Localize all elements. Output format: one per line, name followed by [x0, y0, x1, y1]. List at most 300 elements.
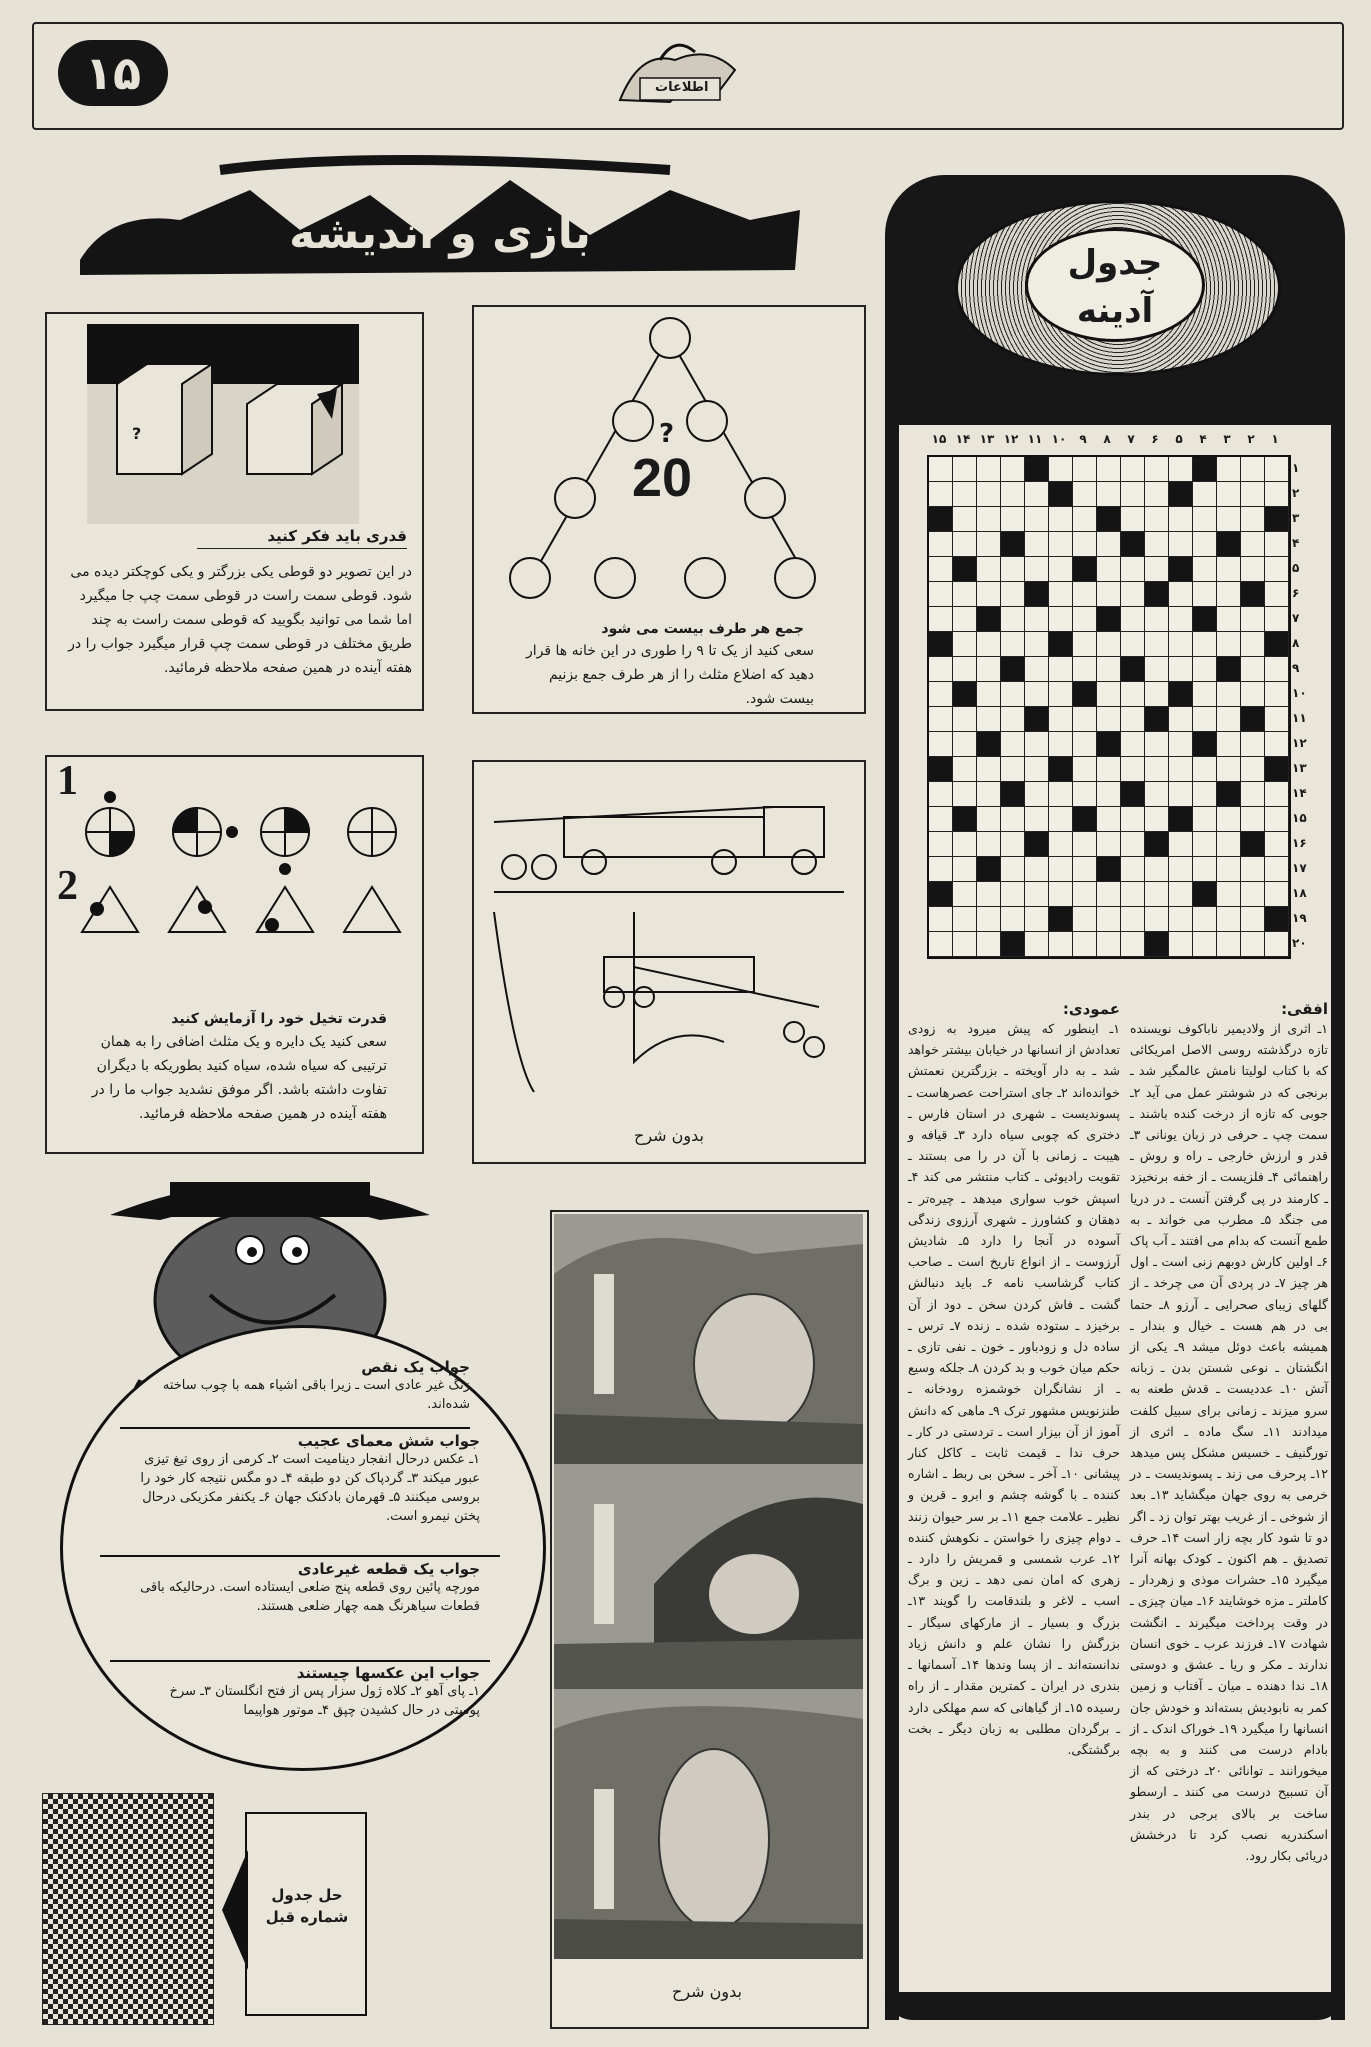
crossword-cell[interactable] — [1217, 832, 1241, 857]
crossword-cell[interactable] — [1073, 532, 1097, 557]
crossword-cell[interactable] — [1073, 607, 1097, 632]
crossword-cell[interactable] — [977, 807, 1001, 832]
crossword-cell[interactable] — [1193, 857, 1217, 882]
crossword-cell[interactable] — [1217, 507, 1241, 532]
crossword-cell[interactable] — [1193, 782, 1217, 807]
crossword-cell[interactable] — [1265, 607, 1289, 632]
crossword-cell[interactable] — [929, 832, 953, 857]
crossword-cell — [1049, 482, 1073, 507]
crossword-cell[interactable] — [1145, 457, 1169, 482]
crossword-cell[interactable] — [1049, 582, 1073, 607]
crossword-cell[interactable] — [1265, 882, 1289, 907]
crossword-cell[interactable] — [1073, 707, 1097, 732]
crossword-cell[interactable] — [1001, 557, 1025, 582]
crossword-cell[interactable] — [1241, 532, 1265, 557]
crossword-cell[interactable] — [977, 757, 1001, 782]
crossword-cell[interactable] — [977, 657, 1001, 682]
previous-solution-label-box — [245, 1812, 367, 2016]
crossword-cell[interactable] — [977, 932, 1001, 957]
crossword-cell[interactable] — [1073, 857, 1097, 882]
crossword-cell[interactable] — [1265, 807, 1289, 832]
circle-8[interactable] — [684, 557, 726, 599]
crossword-cell[interactable] — [1217, 732, 1241, 757]
crossword-cell[interactable] — [1241, 657, 1265, 682]
crossword-cell[interactable] — [929, 682, 953, 707]
crossword-cell[interactable] — [1241, 607, 1265, 632]
crossword-cell — [929, 882, 953, 907]
crossword-cell[interactable] — [1025, 932, 1049, 957]
crossword-cell[interactable] — [1097, 532, 1121, 557]
crossword-cell[interactable] — [1217, 607, 1241, 632]
crossword-cell[interactable] — [1241, 757, 1265, 782]
crossword-cell — [929, 632, 953, 657]
crossword-cell[interactable] — [1001, 882, 1025, 907]
crossword-cell[interactable] — [977, 457, 1001, 482]
crossword-cell[interactable] — [977, 782, 1001, 807]
crossword-cell[interactable] — [977, 907, 1001, 932]
crossword-cell[interactable] — [953, 932, 977, 957]
crossword-cell[interactable] — [977, 532, 1001, 557]
row-number: ۱۰ — [1292, 685, 1307, 700]
crossword-cell[interactable] — [1025, 682, 1049, 707]
crossword-cell[interactable] — [1265, 782, 1289, 807]
crossword-cell[interactable] — [1145, 882, 1169, 907]
crossword-cell[interactable] — [1169, 532, 1193, 557]
crossword-cell[interactable] — [1073, 482, 1097, 507]
crossword-cell[interactable] — [977, 707, 1001, 732]
crossword-cell[interactable] — [1241, 632, 1265, 657]
divider — [100, 1555, 500, 1557]
crossword-cell[interactable] — [1217, 457, 1241, 482]
crossword-cell[interactable] — [1145, 607, 1169, 632]
crossword-cell[interactable] — [929, 732, 953, 757]
crossword-cell[interactable] — [1265, 457, 1289, 482]
crossword-cell[interactable] — [953, 532, 977, 557]
crossword-cell[interactable] — [1241, 457, 1265, 482]
crossword-cell — [1193, 607, 1217, 632]
crossword-cell[interactable] — [1193, 507, 1217, 532]
crossword-cell[interactable] — [1073, 882, 1097, 907]
crossword-cell[interactable] — [1265, 582, 1289, 607]
crossword-cell[interactable] — [1121, 907, 1145, 932]
crossword-cell[interactable] — [1049, 832, 1073, 857]
crossword-cell[interactable] — [1145, 757, 1169, 782]
crossword-cell[interactable] — [1121, 632, 1145, 657]
crossword-cell[interactable] — [1001, 857, 1025, 882]
crossword-cell[interactable] — [1169, 657, 1193, 682]
crossword-cell — [1097, 857, 1121, 882]
crossword-cell[interactable] — [1217, 757, 1241, 782]
crossword-cell[interactable] — [1265, 932, 1289, 957]
crossword-cell[interactable] — [1193, 532, 1217, 557]
crossword-cell[interactable] — [1145, 482, 1169, 507]
crossword-cell[interactable] — [1049, 932, 1073, 957]
row-number: ۴ — [1292, 535, 1300, 550]
crossword-cell[interactable] — [1001, 457, 1025, 482]
crossword-cell[interactable] — [1097, 882, 1121, 907]
crossword-cell[interactable] — [1169, 882, 1193, 907]
banner-title: بازی و اندیشه — [289, 208, 591, 259]
crossword-cell[interactable] — [1217, 807, 1241, 832]
triangle-text: سعی کنید از یک تا ۹ را طوری در این خانه ها قرار دهید که اضلاع مثلث را از هر طرف جمع بزنیم بیست شود. — [525, 643, 814, 707]
crossword-cell[interactable] — [953, 857, 977, 882]
crossword-cell[interactable] — [1145, 782, 1169, 807]
crossword-cell[interactable] — [1169, 582, 1193, 607]
crossword-cell[interactable] — [1121, 932, 1145, 957]
crossword-cell[interactable] — [1073, 582, 1097, 607]
crossword-cell[interactable] — [1073, 907, 1097, 932]
crossword-cell[interactable] — [1193, 482, 1217, 507]
crossword-cell[interactable] — [1193, 807, 1217, 832]
crossword-cell[interactable] — [1121, 507, 1145, 532]
crossword-cell[interactable] — [1025, 557, 1049, 582]
crossword-cell[interactable] — [1145, 732, 1169, 757]
crossword-cell[interactable] — [1049, 782, 1073, 807]
crossword-cell[interactable] — [1169, 707, 1193, 732]
crossword-cell[interactable] — [1049, 607, 1073, 632]
row-number: ۱۶ — [1292, 835, 1307, 850]
caveman-scene-1-icon — [554, 1214, 863, 1464]
crossword-cell — [1049, 632, 1073, 657]
crossword-cell[interactable] — [1097, 557, 1121, 582]
crossword-cell[interactable] — [1097, 757, 1121, 782]
crossword-cell[interactable] — [1001, 682, 1025, 707]
circle-7[interactable] — [594, 557, 636, 599]
crossword-cell[interactable] — [977, 682, 1001, 707]
crossword-cell[interactable] — [953, 757, 977, 782]
crossword-cell[interactable] — [1241, 857, 1265, 882]
answer-3 — [140, 1560, 480, 1616]
crossword-cell[interactable] — [1169, 932, 1193, 957]
crossword-cell[interactable] — [1169, 857, 1193, 882]
crossword-cell[interactable] — [1025, 757, 1049, 782]
crossword-cell[interactable] — [1097, 582, 1121, 607]
crossword-cell[interactable] — [1025, 857, 1049, 882]
crossword-cell[interactable] — [977, 882, 1001, 907]
crossword-cell[interactable] — [953, 907, 977, 932]
crossword-cell[interactable] — [1145, 857, 1169, 882]
crossword-cell[interactable] — [1025, 807, 1049, 832]
crossword-cell[interactable] — [1217, 907, 1241, 932]
crossword-cell[interactable] — [1217, 482, 1241, 507]
crossword-cell[interactable] — [953, 457, 977, 482]
crossword-cell[interactable] — [953, 832, 977, 857]
crossword-cell[interactable] — [1193, 757, 1217, 782]
crossword-cell[interactable] — [1265, 832, 1289, 857]
crossword-cell[interactable] — [1217, 932, 1241, 957]
crossword-cell[interactable] — [1265, 707, 1289, 732]
crossword-cell[interactable] — [1145, 507, 1169, 532]
circle-5[interactable] — [744, 477, 786, 519]
crossword-cell[interactable] — [1145, 807, 1169, 832]
crossword-cell[interactable] — [1025, 482, 1049, 507]
crossword-cell[interactable] — [977, 557, 1001, 582]
crossword-cell[interactable] — [1121, 757, 1145, 782]
crossword-cell[interactable] — [1121, 482, 1145, 507]
divider — [120, 1427, 470, 1429]
crossword-cell[interactable] — [1193, 907, 1217, 932]
crossword-cell — [1121, 782, 1145, 807]
crossword-cell[interactable] — [1217, 632, 1241, 657]
crossword-cell — [1073, 807, 1097, 832]
crossword-cell[interactable] — [1097, 657, 1121, 682]
crossword-cell[interactable] — [1073, 832, 1097, 857]
crossword-cell[interactable] — [1025, 732, 1049, 757]
crossword-cell[interactable] — [1193, 932, 1217, 957]
crossword-cell — [1169, 807, 1193, 832]
row-number: ۱۸ — [1292, 885, 1307, 900]
crossword-cell — [977, 732, 1001, 757]
crossword-cell[interactable] — [1121, 457, 1145, 482]
crossword-cell[interactable] — [1001, 482, 1025, 507]
crossword-cell[interactable] — [1265, 532, 1289, 557]
crossword-cell[interactable] — [1049, 507, 1073, 532]
crossword-cell[interactable] — [1001, 507, 1025, 532]
crossword-cell[interactable] — [1001, 907, 1025, 932]
crossword-cell[interactable] — [1193, 682, 1217, 707]
crossword-cell[interactable] — [1049, 457, 1073, 482]
crossword-cell[interactable] — [1097, 482, 1121, 507]
crossword-cell[interactable] — [1121, 582, 1145, 607]
crossword-cell[interactable] — [1097, 682, 1121, 707]
crossword-cell[interactable] — [1241, 682, 1265, 707]
crossword-cell[interactable] — [929, 557, 953, 582]
crossword-cell[interactable] — [929, 457, 953, 482]
crossword-cell[interactable] — [929, 607, 953, 632]
crossword-cell[interactable] — [1121, 707, 1145, 732]
imagination-heading: قدرت تخیل خود را آزمایش کنید — [171, 1011, 387, 1027]
crossword-cell[interactable] — [1241, 782, 1265, 807]
column-number: ۷ — [1127, 432, 1135, 446]
crossword-cell[interactable] — [929, 782, 953, 807]
crossword-cell[interactable] — [929, 532, 953, 557]
row-number: ۱۲ — [1292, 735, 1307, 750]
crossword-cell[interactable] — [977, 482, 1001, 507]
crossword-cell[interactable] — [1265, 857, 1289, 882]
crossword-cell[interactable] — [1169, 732, 1193, 757]
crossword-cell[interactable] — [1217, 882, 1241, 907]
crossword-cell[interactable] — [1217, 557, 1241, 582]
crossword-cell[interactable] — [1169, 632, 1193, 657]
crossword-cell[interactable] — [1001, 832, 1025, 857]
crossword-cell[interactable] — [1049, 682, 1073, 707]
across-heading: افقی: — [1281, 1000, 1328, 1018]
circle-2[interactable] — [612, 400, 654, 442]
crossword-cell[interactable] — [1049, 557, 1073, 582]
row-label-2: 2 — [57, 863, 78, 909]
crossword-cell[interactable] — [953, 482, 977, 507]
crossword-cell[interactable] — [1001, 807, 1025, 832]
answer-4 — [150, 1664, 480, 1720]
crossword-cell[interactable] — [1049, 882, 1073, 907]
crossword-cell[interactable] — [953, 632, 977, 657]
crossword-cell[interactable] — [1025, 882, 1049, 907]
boxes-puzzle — [45, 312, 424, 711]
crossword-cell[interactable] — [953, 882, 977, 907]
crossword-cell[interactable] — [929, 857, 953, 882]
crossword-cell[interactable] — [1049, 707, 1073, 732]
crossword-cell[interactable] — [1241, 507, 1265, 532]
crossword-cell[interactable] — [1097, 907, 1121, 932]
crossword-cell[interactable] — [1121, 732, 1145, 757]
crossword-cell[interactable] — [929, 657, 953, 682]
crossword-cell[interactable] — [1025, 782, 1049, 807]
crossword-cell[interactable] — [1121, 557, 1145, 582]
crossword-cell — [1025, 832, 1049, 857]
boxes-icon — [87, 324, 359, 524]
crossword-cell[interactable] — [1145, 657, 1169, 682]
crossword-cell[interactable] — [1193, 632, 1217, 657]
crossword-column-numbers — [927, 432, 1287, 446]
crossword-cell[interactable] — [1145, 632, 1169, 657]
crossword-cell[interactable] — [929, 582, 953, 607]
crossword-cell[interactable] — [1169, 782, 1193, 807]
crossword-cell[interactable] — [1193, 557, 1217, 582]
crossword-cell[interactable] — [1217, 582, 1241, 607]
crossword-cell[interactable] — [1265, 682, 1289, 707]
crossword-cell[interactable] — [1241, 932, 1265, 957]
crossword-cell[interactable] — [1265, 557, 1289, 582]
row-number: ۳ — [1292, 510, 1300, 525]
crossword-cell[interactable] — [1025, 632, 1049, 657]
crossword-cell[interactable] — [1145, 682, 1169, 707]
crossword-cell[interactable] — [1073, 457, 1097, 482]
circle-6[interactable] — [509, 557, 551, 599]
crossword-cell[interactable] — [1073, 632, 1097, 657]
crossword-cell[interactable] — [1001, 632, 1025, 657]
row-number: ۸ — [1292, 635, 1300, 650]
crossword-cell[interactable] — [1025, 607, 1049, 632]
crossword-cell[interactable] — [929, 807, 953, 832]
crossword-cell[interactable] — [929, 932, 953, 957]
crossword-cell[interactable] — [1145, 557, 1169, 582]
crossword-title-line1: جدول — [1067, 243, 1163, 283]
crossword-cell[interactable] — [1097, 782, 1121, 807]
crossword-cell[interactable] — [1025, 657, 1049, 682]
crossword-cell[interactable] — [1217, 707, 1241, 732]
crossword-cell[interactable] — [1265, 482, 1289, 507]
crossword-cell[interactable] — [1193, 707, 1217, 732]
crossword-cell[interactable] — [1169, 832, 1193, 857]
crossword-cell[interactable] — [1217, 682, 1241, 707]
crossword-cell — [1241, 582, 1265, 607]
triangle-heading: جمع هر طرف بیست می شود — [601, 621, 804, 637]
column-number: ۱۰ — [1051, 432, 1067, 446]
circle-4[interactable] — [554, 477, 596, 519]
crossword-cell[interactable] — [1049, 657, 1073, 682]
crossword-cell[interactable] — [1241, 907, 1265, 932]
crossword-cell[interactable] — [1241, 557, 1265, 582]
crossword-cell[interactable] — [1097, 832, 1121, 857]
crossword-cell[interactable] — [1169, 757, 1193, 782]
crossword-cell[interactable] — [1025, 907, 1049, 932]
crossword-cell[interactable] — [1241, 732, 1265, 757]
crossword-cell[interactable] — [1121, 832, 1145, 857]
column-number: ۱۵ — [931, 432, 947, 446]
crossword-cell[interactable] — [1001, 582, 1025, 607]
crossword-cell[interactable] — [953, 707, 977, 732]
crossword-cell[interactable] — [1193, 657, 1217, 682]
crossword-cell[interactable] — [1145, 907, 1169, 932]
crossword-cell[interactable] — [1073, 732, 1097, 757]
crossword-cell[interactable] — [1169, 907, 1193, 932]
crossword-cell[interactable] — [977, 582, 1001, 607]
crossword-cell[interactable] — [953, 782, 977, 807]
crossword-cell[interactable] — [953, 657, 977, 682]
crossword-cell[interactable] — [1241, 882, 1265, 907]
crossword-cell[interactable] — [977, 632, 1001, 657]
circle-3[interactable] — [686, 400, 728, 442]
answer-2-text: ۱ـ عکس درحال انفجار دینامیت است ۲ـ کرمی از روی تیغ تیزی عبور میکند ۳ـ گردپاک کن دو طبقه ۴ـ دو مگس نتیجه کار خود را بروسی میکنند ۵ـ قهرمان بادکنک جهان ۶ـ یکنفر مکزیکی درحال پختن نیمرو است. — [140, 1452, 480, 1524]
crossword-cell[interactable] — [977, 507, 1001, 532]
crossword-cell[interactable] — [953, 732, 977, 757]
crossword-cell[interactable] — [1097, 632, 1121, 657]
crossword-cell[interactable] — [929, 907, 953, 932]
crossword-cell[interactable] — [1049, 857, 1073, 882]
crossword-cell[interactable] — [1097, 932, 1121, 957]
crossword-cell[interactable] — [929, 482, 953, 507]
crossword-cell[interactable] — [953, 582, 977, 607]
crossword-cell[interactable] — [1121, 882, 1145, 907]
crossword-cell[interactable] — [1049, 532, 1073, 557]
crossword-grid[interactable] — [927, 455, 1291, 959]
crossword-cell[interactable] — [1073, 657, 1097, 682]
crossword-cell[interactable] — [1001, 607, 1025, 632]
crossword-cell[interactable] — [1169, 457, 1193, 482]
crossword-cell[interactable] — [1001, 732, 1025, 757]
crossword-cell[interactable] — [1217, 857, 1241, 882]
crossword-cell[interactable] — [1073, 782, 1097, 807]
crossword-cell[interactable] — [1049, 807, 1073, 832]
crossword-cell[interactable] — [1001, 757, 1025, 782]
crossword-cell[interactable] — [1121, 807, 1145, 832]
crossword-cell[interactable] — [1193, 832, 1217, 857]
crossword-cell[interactable] — [1097, 457, 1121, 482]
crossword-cell[interactable] — [1265, 657, 1289, 682]
crossword-cell[interactable] — [1097, 807, 1121, 832]
section-banner — [70, 150, 810, 290]
crossword-cell[interactable] — [1121, 857, 1145, 882]
crossword-cell[interactable] — [1193, 582, 1217, 607]
crossword-cell[interactable] — [1121, 607, 1145, 632]
crossword-cell — [1169, 557, 1193, 582]
crossword-cell[interactable] — [1241, 807, 1265, 832]
circle-1[interactable] — [649, 317, 691, 359]
crossword-cell[interactable] — [1145, 532, 1169, 557]
crossword-cell[interactable] — [1073, 932, 1097, 957]
crossword-cell[interactable] — [1049, 732, 1073, 757]
crossword-cell[interactable] — [1001, 707, 1025, 732]
crossword-cell[interactable] — [1265, 732, 1289, 757]
crossword-cell[interactable] — [953, 607, 977, 632]
crossword-cell[interactable] — [929, 707, 953, 732]
crossword-cell[interactable] — [977, 832, 1001, 857]
crossword-cell[interactable] — [1169, 607, 1193, 632]
crossword-cell[interactable] — [1241, 482, 1265, 507]
crossword-cell[interactable] — [1073, 757, 1097, 782]
column-number: ۱۱ — [1027, 432, 1043, 446]
crossword-cell[interactable] — [1025, 532, 1049, 557]
crossword-cell[interactable] — [953, 507, 977, 532]
circle-9[interactable] — [774, 557, 816, 599]
imagination-text: سعی کنید یک دایره و یک مثلث اضافی را به همان ترتیبی که سیاه شده، سیاه کنید بطوریکه با دیگران تفاوت داشته باشد. اگر موفق نشدید جواب ما را در هفته آینده در همین صفحه ملاحظه فرمائید. — [91, 1034, 387, 1122]
crossword-cell[interactable] — [1121, 682, 1145, 707]
crossword-cell[interactable] — [1025, 507, 1049, 532]
crossword-cell[interactable] — [1169, 507, 1193, 532]
crossword-cell — [1001, 657, 1025, 682]
crossword-cell[interactable] — [1073, 507, 1097, 532]
crossword-cell[interactable] — [1097, 707, 1121, 732]
